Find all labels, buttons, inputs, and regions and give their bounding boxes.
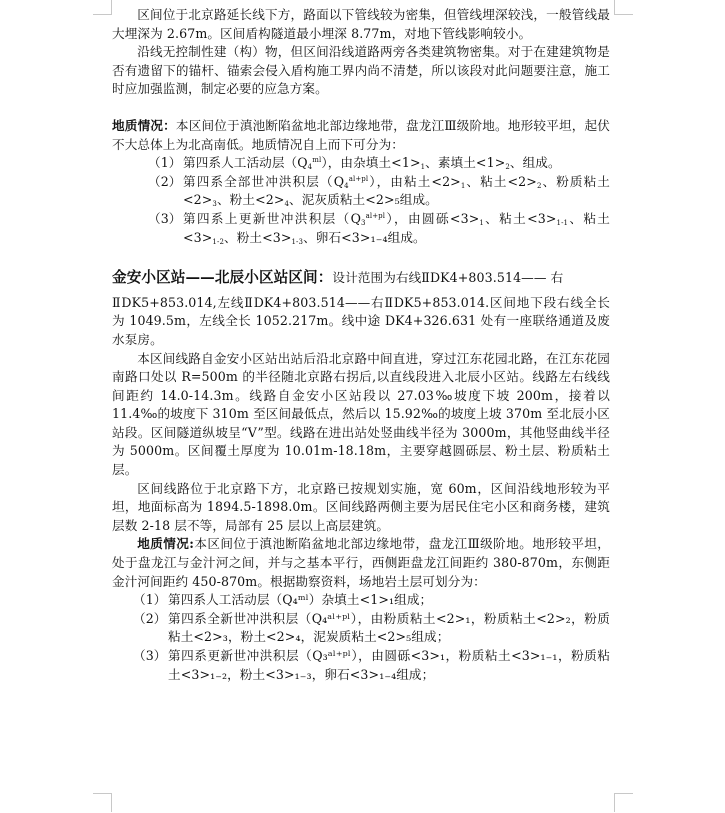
s1-paragraph-1: 区间位于北京路延长线下方，路面以下管线较为密集，但管线埋深较浅，一般管线最大埋深为 2.67m。区间盾构隧道最小埋深 8.77m，对地下管线影响较小。 bbox=[112, 7, 610, 41]
s2-layer-list bbox=[112, 591, 610, 684]
s2-geology-label: 地质情况: bbox=[137, 536, 194, 552]
list-item: （3） 第四系更新世冲洪积层（Q₃ᵃˡ⁺ᵖˡ），由圆砾<3>₁，粉质粘土<3>₁₋₁，粉质粘土<3>₁₋₂，粉土<3>₁₋₃，卵石<3>₁₋₄组成； bbox=[133, 648, 610, 682]
section-heading: 金安小区站——北辰小区站区间： bbox=[112, 269, 333, 287]
list-item: （2） 第四系全新世冲洪积层（Q₄ᵃˡ⁺ᵖˡ），由粉质粘土<2>₁，粉质粘土<2>₂，粉质粘土<2>₃，粉土<2>₄，泥炭质粘土<2>₅组成； bbox=[133, 610, 610, 645]
crop-mark-bottom-left bbox=[93, 793, 112, 812]
s1-paragraph-2: 沿线无控制性建（构）物，但区间沿线道路两旁各类建筑物密集。对于在建建筑物是否有遗留下的锚杆、锚索会侵入盾构施工界内尚不清楚，所以该段对此问题要注意，施工时应加强监测，制定必要的应急方案。 bbox=[112, 44, 610, 97]
crop-mark-top-left bbox=[93, 0, 112, 15]
s2-paragraph-1: ⅡDK5+853.014,左线ⅡDK4+803.514——右ⅡDK5+853.014.区间地下段右线全长为 1049.5m，左线全长 1052.217m。线中途 DK4+326.631 处有一座联络通道及废水泵房。 bbox=[112, 294, 610, 347]
s1-geology-paragraph bbox=[112, 117, 610, 154]
s1-layer-list bbox=[112, 154, 610, 247]
list-item: （1） 第四系人工活动层$(Q_4^{ml})$，由杂填土$<1>_1$、素填土$<1>_2$、组成。 bbox=[148, 155, 561, 172]
crop-mark-top-right bbox=[614, 0, 633, 15]
s1-geology-text: 本区间位于滇池断陷盆地北部边缘地带，盘龙江Ⅲ级阶地。地形较平坦，起伏不大总体上为北高南低。地质情况自上而下可分为： bbox=[112, 117, 611, 152]
document-body bbox=[112, 6, 610, 684]
s2-heading bbox=[112, 269, 610, 288]
crop-mark-bottom-right bbox=[614, 793, 633, 812]
list-item: （2） 第四系全部世冲洪积层$(Q_4^{al+pl})$，由粘土$<2>_1$、粘土$<2>_2$、粉质粘土$<2>_3$、粉土$<2>_4$、泥灰质粘土<2>₅组成。 bbox=[148, 173, 611, 209]
s2-paragraph-3: 区间线路位于北京路下方，北京路已按规划实施，宽 60m，区间沿线地形较为平坦，地面标高为 1894.5-1898.0m。区间线路两侧主要为居民住宅小区和商务楼，建筑层数 2-18 层不等，局部有 25 层以上高层建筑。 bbox=[112, 480, 610, 533]
s2-geology-text: 本区间位于滇池断陷盆地北部边缘地带，盘龙江Ⅲ级阶地。地形较平坦，处于盘龙江与金汁河之间，并与之基本平行，西侧距盘龙江间距约 380-870m，东侧距金汁河间距约 450-870m。根据勘察资料，场地岩土层可划分为： bbox=[112, 536, 610, 589]
list-item: （3） 第四系上更新世冲洪积层$(Q_3^{al+pl})$，由圆砾$<3>_1$、粘土$<3>_{1-1}$、粘土$<3>_{1-2}$、粉土$<3>_{1-3}$、卵石<3>₁₋₄组成。 bbox=[148, 210, 610, 246]
s2-paragraph-2: 本区间线路自金安小区站出站后沿北京路中间直进，穿过江东花园北路，在江东花园南路口处以 R=500m 的半径随北京路右拐后,以直线段进入北辰小区站。线路左右线线间距约 14.0-14.3m。线路自金安小区站段以 27.03‰坡度下坡 200m，接着以 11.4‰的坡度下 310m 至区间最低点，然后以 15.92‰的坡度上坡 370m 至北辰小区站段。区间隧道纵坡呈“V”型。线路在进出站处竖曲线半径为 3000m，其他竖曲线半径为 5000m。区间覆土厚度为 10.01m-18.18m，主要穿越圆砾层、粉土层、粉质粘土层。 bbox=[112, 350, 610, 478]
section-heading-tail: 设计范围为右线ⅡDK4+803.514—— 右 bbox=[332, 270, 564, 286]
s1-geology-label: 地质情况： bbox=[112, 117, 176, 133]
list-item: （1） 第四系人工活动层（Q₄ᵐˡ）杂填土<1>₁组成； bbox=[133, 592, 433, 608]
s2-geology-paragraph bbox=[112, 535, 610, 591]
